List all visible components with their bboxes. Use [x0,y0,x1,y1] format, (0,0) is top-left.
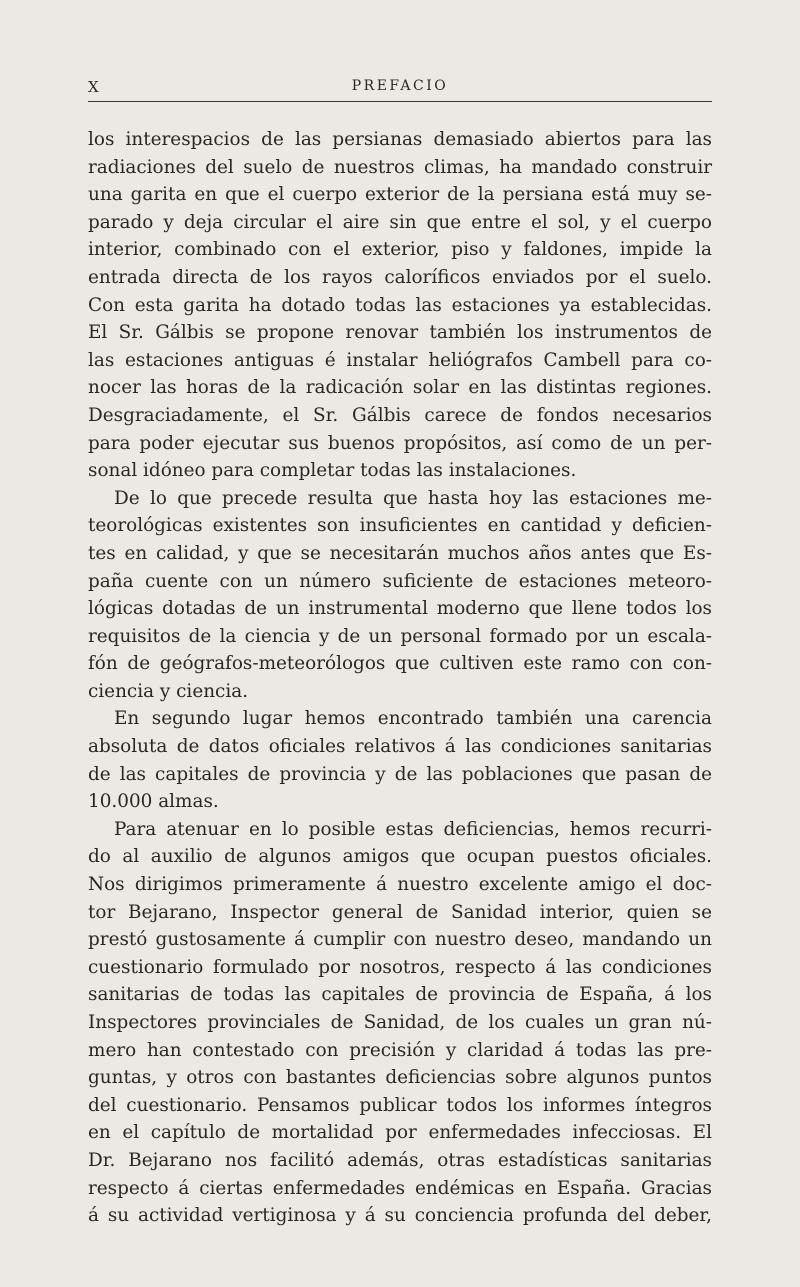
text-line: á su actividad vertiginosa y á su conciencia profunda del deber, [88,1205,712,1227]
text-line: interior, combinado con el exterior, piso y faldones, impide la [88,239,712,261]
paragraph-end-line: 10.000 almas. [88,791,219,813]
body-text [88,126,712,1230]
text-line: Nos dirigimos primeramente á nuestro excelente amigo el doc- [88,874,712,896]
text-line: las estaciones antiguas é instalar heliógrafos Cambell para co- [88,349,712,371]
text-line: tor Bejarano, Inspector general de Sanidad interior, quien se [88,901,712,923]
text-line: El Sr. Gálbis se propone renovar también los instrumentos de [88,322,712,344]
text-line: nocer las horas de la radicación solar en las distintas regiones. [88,377,712,399]
text-line: respecto á ciertas enfermedades endémicas en España. Gracias [88,1177,712,1199]
text-line: mero han contestado con precisión y claridad á todas las pre- [88,1039,712,1061]
running-head-title: PREFACIO [351,78,449,94]
text-line: fón de geógrafos-meteorólogos que cultiven este ramo con con- [88,653,712,675]
text-line: en el capítulo de mortalidad por enfermedades infecciosas. El [88,1122,712,1144]
text-line: do al auxilio de algunos amigos que ocupan puestos oficiales. [88,846,712,868]
text-line: teorológicas existentes son insuficientes en cantidad y deficien- [88,515,712,537]
paragraph-first-line: En segundo lugar hemos encontrado también una carencia [114,708,712,730]
text-line: parado y deja circular el aire sin que entre el sol, y el cuerpo [88,211,712,233]
text-line: del cuestionario. Pensamos publicar todos los informes íntegros [88,1094,712,1116]
paragraph-first-line: Para atenuar en lo posible estas deficiencias, hemos recurri- [114,818,712,840]
text-line: sanitarias de todas las capitales de provincia de España, á los [88,984,712,1006]
text-line: tes en calidad, y que se necesitarán muchos años antes que Es- [88,542,712,564]
text-line: radiaciones del suelo de nuestros climas, ha mandado construir [88,156,712,178]
paragraph-end-line: sonal idóneo para completar todas las instalaciones. [88,460,577,482]
paragraph-first-line: De lo que precede resulta que hasta hoy las estaciones me- [114,487,712,509]
text-line: cuestionario formulado por nosotros, respecto á las condiciones [88,956,712,978]
text-line: entrada directa de los rayos caloríficos enviados por el suelo. [88,266,712,288]
text-line: guntas, y otros con bastantes deficiencias sobre algunos puntos [88,1067,712,1089]
text-line: los interespacios de las persianas demasiado abiertos para las [88,129,712,150]
text-line: lógicas dotadas de un instrumental moderno que llene todos los [88,598,712,620]
text-line: Dr. Bejarano nos facilitó además, otras estadísticas sanitarias [88,1149,712,1171]
page-number: X [88,78,100,96]
running-head [88,78,712,102]
text-line: para poder ejecutar sus buenos propósitos, así como de un per- [88,432,712,454]
text-line: paña cuente con un número suficiente de estaciones meteoro- [88,570,712,592]
text-line: requisitos de la ciencia y de un personal formado por un escala- [88,625,712,647]
text-line: Inspectores provinciales de Sanidad, de los cuales un gran nú- [88,1012,712,1033]
paragraph-end-line: ciencia y ciencia. [88,680,249,702]
text-line: una garita en que el cuerpo exterior de la persiana está muy se- [88,184,712,206]
text-line: Desgraciadamente, el Sr. Gálbis carece de fondos necesarios [88,404,712,426]
text-line: Con esta garita ha dotado todas las estaciones ya establecidas. [88,294,712,316]
text-line: de las capitales de provincia y de las poblaciones que pasan de [88,763,712,785]
header-rule [88,101,712,102]
text-line: prestó gustosamente á cumplir con nuestro deseo, mandando un [88,929,712,951]
text-line: absoluta de datos oficiales relativos á las condiciones sanitarias [88,736,712,758]
